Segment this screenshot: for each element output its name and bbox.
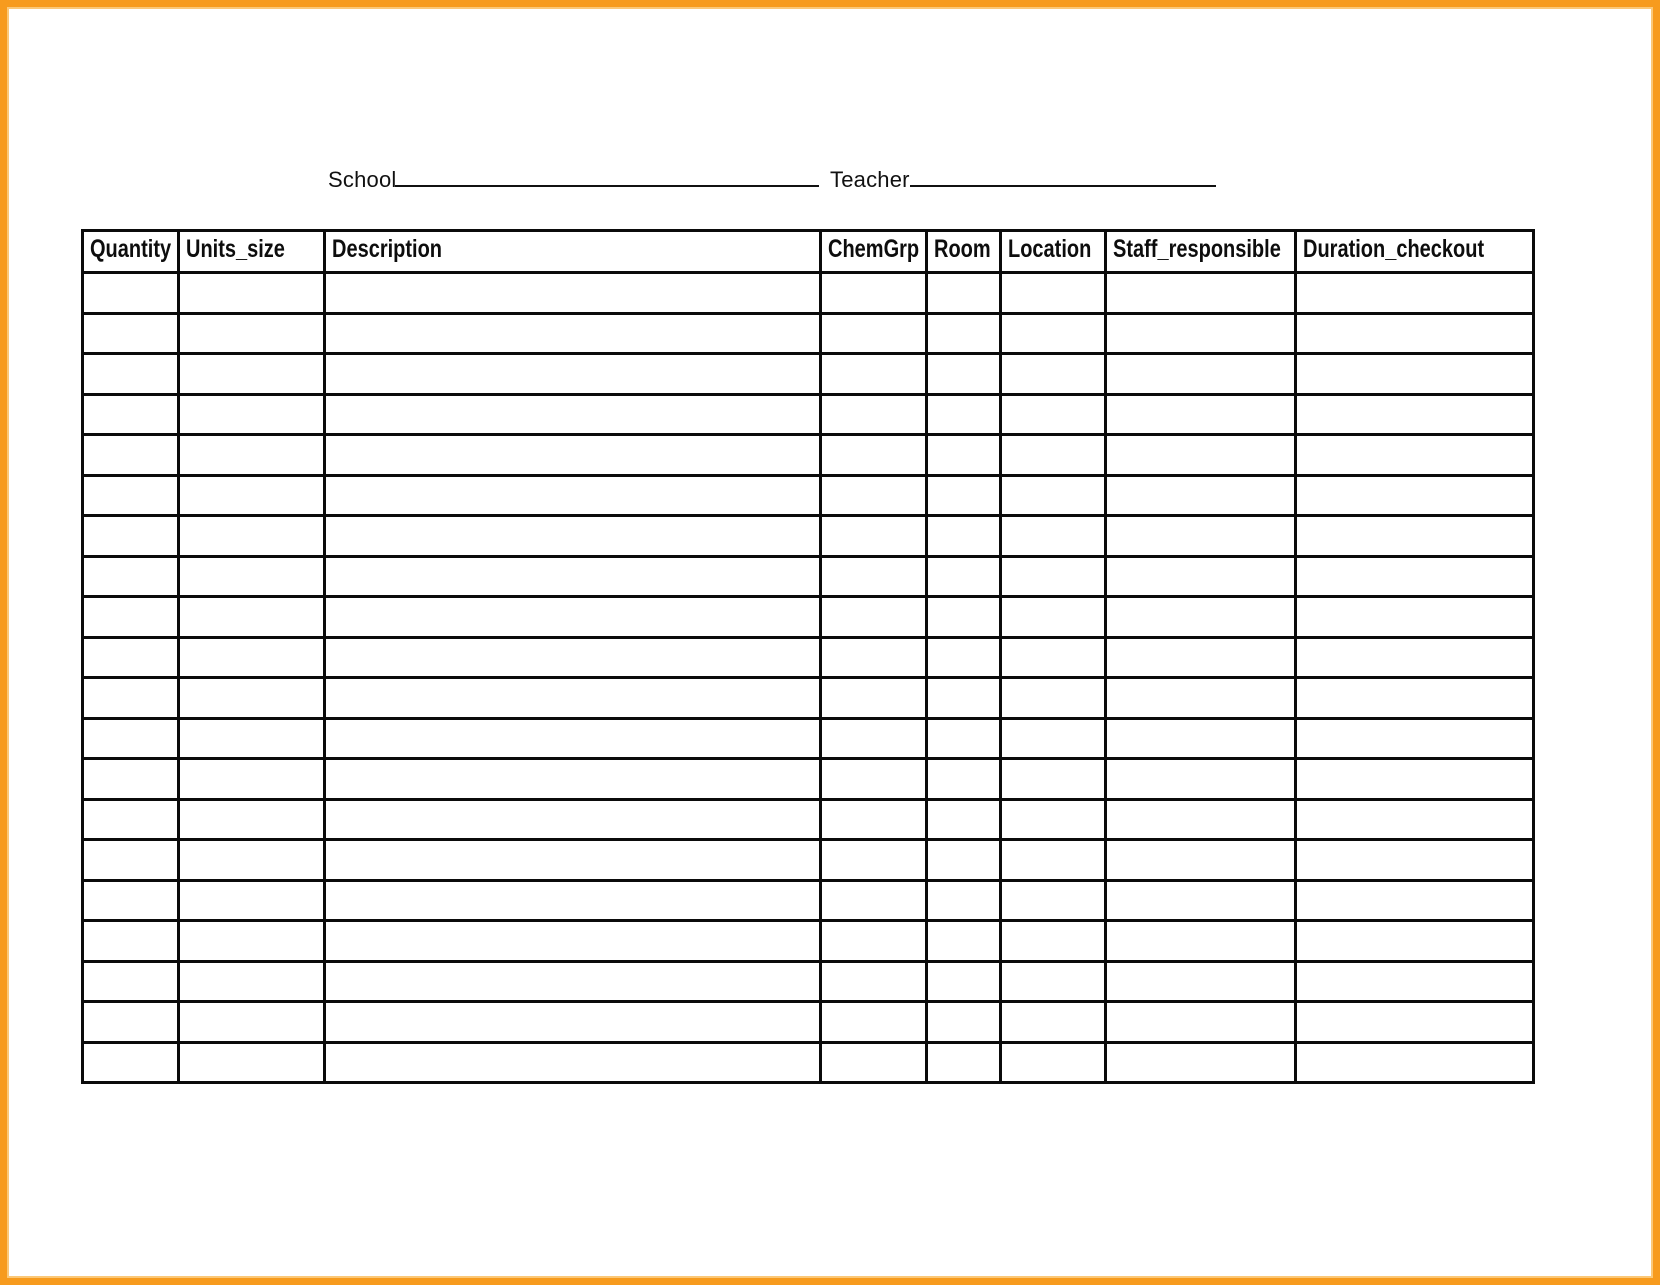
blank-cell [1001,556,1106,597]
blank-row [83,597,1534,638]
blank-cell [325,394,821,435]
blank-cell [325,1042,821,1083]
blank-cell [1106,799,1296,840]
blank-cell [1001,475,1106,516]
blank-cell [83,516,179,557]
blank-cell [1296,718,1534,759]
blank-cell [927,880,1001,921]
blank-cell [1001,921,1106,962]
blank-cell [927,475,1001,516]
blank-cell [83,637,179,678]
blank-cell [1106,718,1296,759]
blank-cell [83,718,179,759]
blank-cell [1001,840,1106,881]
blank-cell [1001,637,1106,678]
blank-cell [179,394,325,435]
inventory-table [81,229,1535,1084]
blank-cell [179,921,325,962]
blank-cell [1296,799,1534,840]
blank-row [83,273,1534,314]
table-header-row [83,231,1534,273]
blank-cell [83,1042,179,1083]
blank-cell [1106,556,1296,597]
blank-cell [927,354,1001,395]
blank-cell [325,759,821,800]
blank-row [83,880,1534,921]
blank-cell [1296,394,1534,435]
blank-cell [1106,313,1296,354]
column-header-chemgrp [821,231,927,273]
blank-row [83,718,1534,759]
blank-cell [821,880,927,921]
blank-cell [821,840,927,881]
blank-cell [821,475,927,516]
blank-cell [83,394,179,435]
column-header-label: Staff_responsible [1113,235,1281,263]
blank-cell [1001,597,1106,638]
blank-row [83,921,1534,962]
blank-cell [179,475,325,516]
blank-cell [179,637,325,678]
blank-cell [1296,354,1534,395]
blank-cell [1001,313,1106,354]
blank-cell [179,678,325,719]
blank-cell [821,273,927,314]
blank-cell [1001,880,1106,921]
blank-cell [1001,718,1106,759]
blank-row [83,799,1534,840]
blank-cell [821,597,927,638]
blank-cell [821,759,927,800]
blank-row [83,759,1534,800]
blank-cell [1296,435,1534,476]
blank-cell [821,961,927,1002]
blank-cell [1106,637,1296,678]
blank-cell [1001,799,1106,840]
blank-cell [325,799,821,840]
blank-cell [1296,556,1534,597]
blank-cell [325,880,821,921]
blank-cell [1001,394,1106,435]
blank-cell [927,678,1001,719]
blank-row [83,394,1534,435]
blank-cell [821,435,927,476]
blank-row [83,1042,1534,1083]
blank-cell [325,678,821,719]
blank-cell [1106,961,1296,1002]
blank-cell [179,840,325,881]
blank-cell [179,759,325,800]
blank-cell [927,961,1001,1002]
blank-cell [325,313,821,354]
column-header-staff_responsible [1106,231,1296,273]
blank-cell [821,556,927,597]
blank-cell [927,435,1001,476]
blank-cell [927,597,1001,638]
blank-cell [325,637,821,678]
column-header-label: Room [934,235,991,263]
blank-cell [927,840,1001,881]
column-header-quantity [83,231,179,273]
column-header-room [927,231,1001,273]
blank-cell [83,313,179,354]
blank-cell [325,718,821,759]
blank-cell [325,961,821,1002]
blank-cell [1106,475,1296,516]
blank-cell [1296,313,1534,354]
blank-cell [179,273,325,314]
blank-cell [1106,880,1296,921]
blank-cell [927,556,1001,597]
blank-cell [179,435,325,476]
blank-cell [1296,678,1534,719]
column-header-description [325,231,821,273]
blank-cell [179,516,325,557]
blank-cell [1296,759,1534,800]
blank-cell [927,516,1001,557]
blank-cell [821,1002,927,1043]
blank-cell [83,273,179,314]
blank-cell [83,354,179,395]
blank-row [83,313,1534,354]
blank-cell [1001,1042,1106,1083]
blank-cell [325,435,821,476]
blank-cell [927,718,1001,759]
blank-cell [927,637,1001,678]
blank-cell [821,354,927,395]
blank-cell [1296,880,1534,921]
blank-cell [927,313,1001,354]
blank-cell [1296,475,1534,516]
column-header-duration_checkout [1296,231,1534,273]
blank-cell [83,880,179,921]
blank-cell [1001,435,1106,476]
blank-cell [927,1042,1001,1083]
blank-row [83,961,1534,1002]
blank-row [83,1002,1534,1043]
blank-cell [1106,921,1296,962]
blank-row [83,516,1534,557]
blank-cell [1106,597,1296,638]
blank-row [83,475,1534,516]
blank-cell [179,880,325,921]
blank-cell [83,678,179,719]
column-header-label: Units_size [186,235,285,263]
blank-cell [821,718,927,759]
blank-cell [821,799,927,840]
blank-cell [83,1002,179,1043]
blank-row [83,435,1534,476]
blank-row [83,678,1534,719]
column-header-label: Location [1008,235,1092,263]
blank-cell [83,840,179,881]
blank-cell [927,394,1001,435]
blank-cell [821,921,927,962]
blank-cell [83,475,179,516]
blank-cell [325,840,821,881]
blank-cell [1106,1042,1296,1083]
blank-cell [1296,840,1534,881]
blank-row [83,637,1534,678]
blank-cell [83,435,179,476]
blank-cell [83,921,179,962]
blank-cell [821,313,927,354]
blank-cell [83,961,179,1002]
column-header-units_size [179,231,325,273]
blank-cell [1296,516,1534,557]
column-header-label: ChemGrp [828,235,920,263]
teacher-label: Teacher [830,167,910,192]
blank-cell [1001,678,1106,719]
blank-cell [821,1042,927,1083]
blank-cell [83,556,179,597]
blank-cell [325,921,821,962]
blank-cell [1296,961,1534,1002]
blank-cell [1106,435,1296,476]
blank-cell [1106,273,1296,314]
blank-cell [325,273,821,314]
blank-cell [1106,1002,1296,1043]
blank-cell [1106,759,1296,800]
blank-row [83,556,1534,597]
blank-cell [927,1002,1001,1043]
blank-cell [1296,1042,1534,1083]
blank-cell [821,394,927,435]
column-header-label: Description [332,235,443,263]
blank-cell [927,759,1001,800]
blank-cell [1001,1002,1106,1043]
blank-cell [179,313,325,354]
school-label: School [328,167,397,192]
blank-row [83,354,1534,395]
blank-cell [1106,678,1296,719]
blank-cell [1001,354,1106,395]
blank-cell [179,799,325,840]
blank-cell [1296,637,1534,678]
column-header-label: Duration_checkout [1303,235,1485,263]
blank-cell [325,597,821,638]
column-header-label: Quantity [90,235,172,263]
blank-cell [1296,597,1534,638]
blank-cell [821,516,927,557]
blank-cell [821,678,927,719]
blank-cell [821,637,927,678]
blank-cell [179,718,325,759]
blank-cell [325,516,821,557]
blank-cell [325,354,821,395]
blank-cell [83,759,179,800]
teacher-blank-line [910,185,1216,187]
blank-cell [1001,273,1106,314]
blank-cell [1296,273,1534,314]
blank-cell [179,556,325,597]
blank-cell [179,597,325,638]
blank-cell [179,1042,325,1083]
blank-cell [325,475,821,516]
blank-cell [927,799,1001,840]
blank-cell [1106,516,1296,557]
school-blank-line [395,185,819,187]
blank-cell [1296,921,1534,962]
blank-cell [1106,840,1296,881]
blank-cell [179,961,325,1002]
blank-cell [179,354,325,395]
blank-cell [927,273,1001,314]
blank-cell [1296,1002,1534,1043]
blank-cell [179,1002,325,1043]
blank-cell [325,1002,821,1043]
blank-row [83,840,1534,881]
blank-cell [1001,759,1106,800]
column-header-location [1001,231,1106,273]
blank-cell [325,556,821,597]
blank-cell [1001,516,1106,557]
blank-cell [83,597,179,638]
blank-cell [83,799,179,840]
blank-cell [927,921,1001,962]
blank-cell [1106,354,1296,395]
blank-cell [1106,394,1296,435]
blank-cell [1001,961,1106,1002]
